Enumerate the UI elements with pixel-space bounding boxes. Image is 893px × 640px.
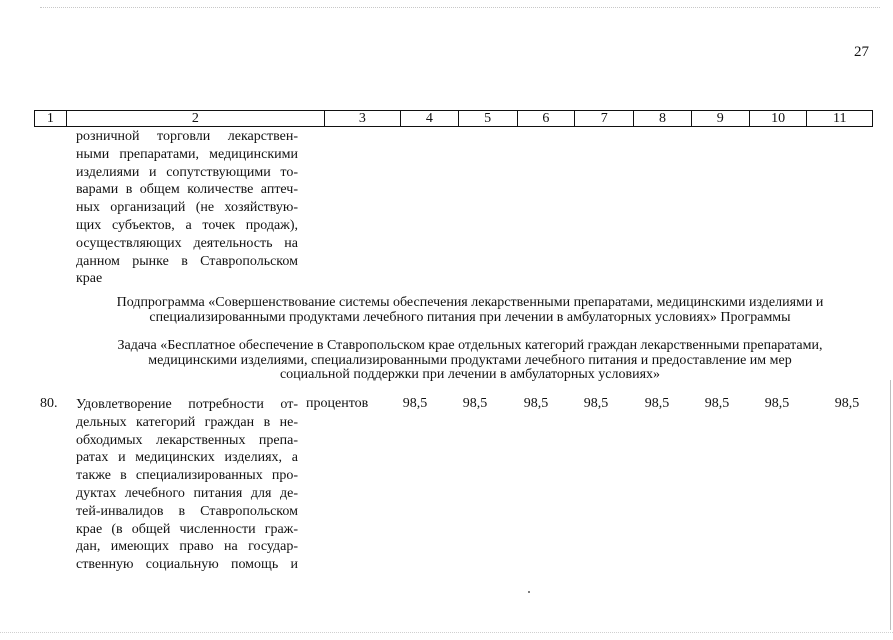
continued-line: данном рынке в Ставропольском <box>76 253 298 269</box>
header-col-7: 7 <box>575 111 634 126</box>
continued-line: ных организаций (не хозяйствую- <box>76 200 298 216</box>
page-number: 27 <box>854 44 869 60</box>
row-value-col11: 98,5 <box>834 396 860 411</box>
row-value-col9: 98,5 <box>704 396 730 411</box>
row-description-line: дан, имеющих право на государ- <box>76 539 298 555</box>
subprogram-heading <box>80 296 860 325</box>
bottom-scan-rule <box>0 632 893 633</box>
row-number: 80. <box>40 396 58 411</box>
row-description <box>76 396 298 574</box>
row-description-line: ственную социальную помощь и <box>76 557 298 573</box>
row-description-line: ратах и медицинских изделиях, а <box>76 450 298 466</box>
scan-speck <box>528 591 530 593</box>
subprogram-heading-line: Подпрограмма «Совершенствование системы обеспечения лекарственными препаратами, медицинскими изделиями и <box>116 295 824 310</box>
top-scan-rule <box>40 7 880 8</box>
header-col-4: 4 <box>401 111 459 126</box>
header-col-1: 1 <box>35 111 67 126</box>
task-heading-line: медицинскими изделиями, специализированными продуктами лечебного питания и предоставление им мер <box>148 352 792 368</box>
continued-line: розничной торговли лекарствен- <box>76 129 298 144</box>
header-col-8: 8 <box>634 111 692 126</box>
header-col-6: 6 <box>518 111 576 126</box>
row-value-col6: 98,5 <box>523 396 549 411</box>
task-heading-line: Задача «Бесплатное обеспечение в Ставропольском крае отдельных категорий граждан лекарственными препаратами, <box>117 338 823 353</box>
row-description-line: дельных категорий граждан в не- <box>76 414 298 430</box>
row-value-col7: 98,5 <box>583 396 609 411</box>
scan-edge <box>890 380 891 630</box>
row-description-line: тей-инвалидов в Ставропольском <box>76 503 298 519</box>
header-col-5: 5 <box>459 111 518 126</box>
continued-line: крае <box>76 271 103 287</box>
row-description-line: Удовлетворение потребности от- <box>76 397 298 412</box>
header-col-3: 3 <box>325 111 401 126</box>
header-col-9: 9 <box>692 111 750 126</box>
row-value-col10: 98,5 <box>764 396 790 411</box>
row-value-col8: 98,5 <box>644 396 670 411</box>
continued-indicator-text <box>76 128 298 288</box>
row-value-col4: 98,5 <box>402 396 428 411</box>
task-heading-line: социальной поддержки при лечении в амбулаторных условиях» <box>279 367 661 382</box>
continued-line: варами в общем количестве аптеч- <box>76 182 298 198</box>
continued-line: изделиями и сопутствующими то- <box>76 164 298 180</box>
row-unit: процентов <box>306 396 369 411</box>
continued-line: ными препаратами, медицинскими <box>76 146 298 162</box>
row-description-line: крае (в общей численности граж- <box>76 521 298 537</box>
row-description-line: дуктах лечебного питания для де- <box>76 485 298 501</box>
header-col-10: 10 <box>750 111 808 126</box>
subprogram-heading-line: специализированными продуктами лечебного питания при лечении в амбулаторных условиях» Программы <box>149 309 791 325</box>
header-col-11: 11 <box>832 111 847 126</box>
table-header-row <box>34 110 873 127</box>
header-col-2: 2 <box>67 111 325 126</box>
row-description-line: также в специализированных про- <box>76 468 298 484</box>
continued-line: осуществляющих деятельность на <box>76 235 298 251</box>
task-heading <box>80 339 860 383</box>
continued-line: щих субъектов, а точек продаж), <box>76 217 298 233</box>
row-value-col5: 98,5 <box>462 396 488 411</box>
row-description-line: обходимых лекарственных препа- <box>76 432 298 448</box>
